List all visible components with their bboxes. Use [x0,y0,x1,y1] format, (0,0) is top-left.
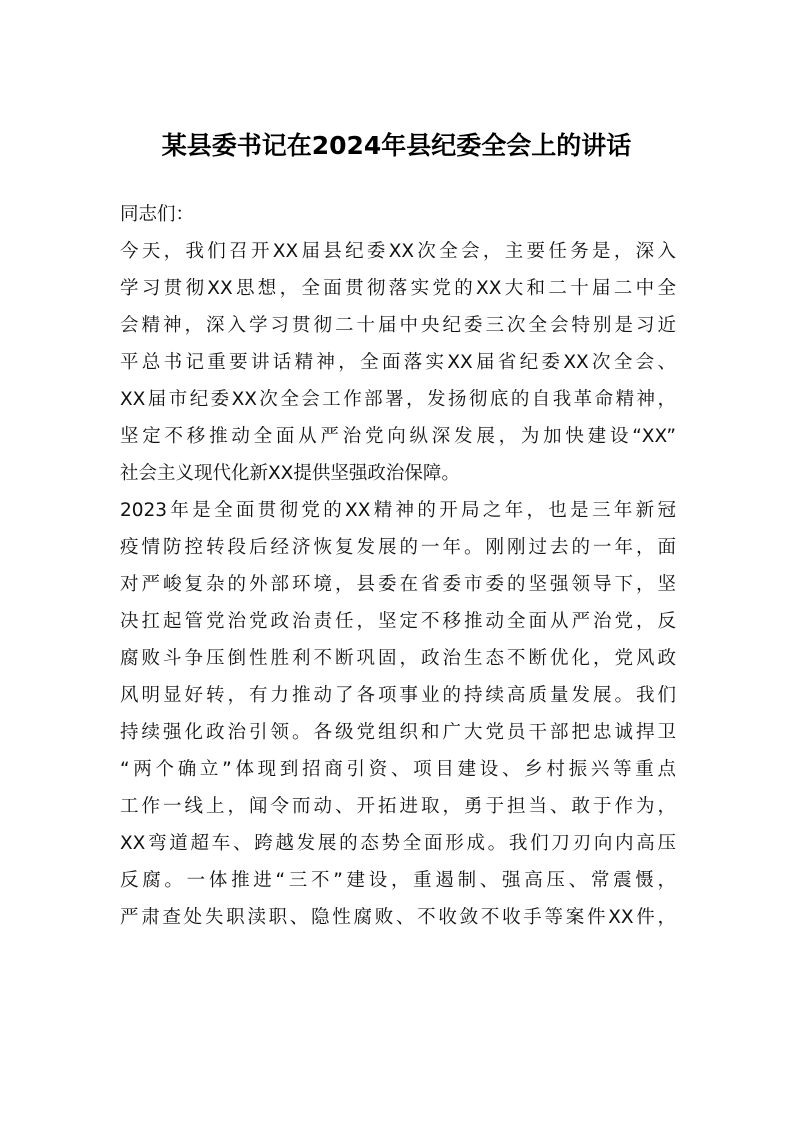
paragraph-1-line-4: 平总书记重要讲话精神，全面落实XX届省纪委XX次全会、 [120,352,676,373]
paragraph-2-line-2: 疫情防控转段后经济恢复发展的一年。刚刚过去的一年，面 [120,537,676,558]
paragraph-1-line-3: 会精神，深入学习贯彻二十届中央纪委三次全会特别是习近 [120,315,676,336]
paragraph-2-line-7: 持续强化政治引领。各级党组织和广大党员干部把忠诚捍卫 [120,722,676,743]
paragraph-2-line-12: 严肃查处失职渎职、隐性腐败、不收敛不收手等案件XX件， [120,907,676,928]
paragraph-2-line-4: 决扛起管党治党政治责任，坚定不移推动全面从严治党，反 [120,611,676,632]
paragraph-2-line-10: XX弯道超车、跨越发展的态势全面形成。我们刀刃向内高压 [120,833,676,854]
paragraph-2-line-9: 工作一线上，闻令而动、开拓进取，勇于担当、敢于作为， [120,796,676,817]
paragraph-1-line-7: 社会主义现代化新XX提供坚强政治保障。 [120,463,460,484]
greeting: 同志们： [120,204,195,225]
paragraph-2-line-11: 反腐。一体推进“三不”建设，重遏制、强高压、常震慑， [120,870,676,891]
paragraph-1-line-2: 学习贯彻XX思想，全面贯彻落实党的XX大和二十届二中全 [120,278,676,299]
paragraph-1-line-1: 今天，我们召开XX届县纪委XX次全会，主要任务是，深入 [120,241,676,262]
paragraph-1-line-6: 坚定不移推动全面从严治党向纵深发展，为加快建设“XX” [120,426,676,447]
document-body [120,196,676,936]
paragraph-2-line-6: 风明显好转，有力推动了各项事业的持续高质量发展。我们 [120,685,676,706]
paragraph-1-line-5: XX届市纪委XX次全会工作部署，发扬彻底的自我革命精神， [120,389,676,410]
paragraph-2-line-1: 2023年是全面贯彻党的XX精神的开局之年，也是三年新冠 [120,500,676,521]
paragraph-2-line-5: 腐败斗争压倒性胜利不断巩固，政治生态不断优化，党风政 [120,648,676,669]
document-title: 某县委书记在2024年县纪委全会上的讲话 [161,131,632,160]
paragraph-2-line-8: “两个确立”体现到招商引资、项目建设、乡村振兴等重点 [120,759,676,780]
paragraph-2-line-3: 对严峻复杂的外部环境，县委在省委市委的坚强领导下，坚 [120,574,676,595]
